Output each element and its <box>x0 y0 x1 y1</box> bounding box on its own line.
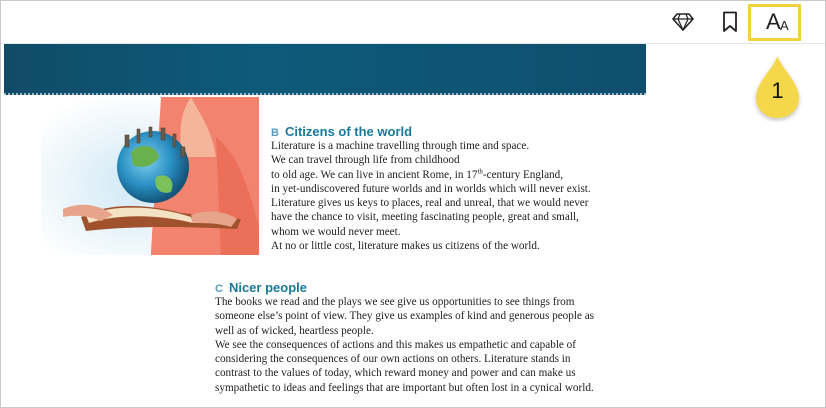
callout-number: 1 <box>771 78 784 103</box>
section-c-line: The books we read and the plays we see give us opportunities to see things from <box>215 296 575 308</box>
section-b-line: We can travel through life from childhood <box>271 154 460 167</box>
section-c-line: We see the consequences of actions and this makes us empathetic and capable of <box>215 338 577 351</box>
illustration-globe-book <box>41 97 259 255</box>
premium-button[interactable] <box>669 9 697 35</box>
section-b <box>271 124 591 253</box>
section-b-line: At no or little cost, literature makes us citizens of the world. <box>271 240 540 253</box>
bookmark-button[interactable] <box>716 9 744 35</box>
section-c-line: well as of wicked, heartless people. <box>215 324 374 337</box>
section-c-heading <box>215 280 594 295</box>
page-banner <box>4 44 646 95</box>
section-b-line: in yet-undiscovered future worlds and in worlds which will never exist. <box>271 182 591 195</box>
section-b-line: Literature gives us keys to places, real and unreal, that we would never <box>271 197 589 210</box>
text-size-icon: A <box>766 9 781 34</box>
section-c-line: sympathetic to ideas and feelings that are important but often lost in a cynical world. <box>215 381 594 394</box>
section-c <box>215 280 594 395</box>
bookmark-icon <box>722 11 738 33</box>
section-b-line: Literature is a machine travelling through time and space. <box>271 140 530 152</box>
section-b-line: to old age. We can live in ancient Rome, in 17th-century England, <box>271 166 564 181</box>
section-b-line: whom we would never meet. <box>271 225 401 238</box>
banner-divider <box>4 93 646 95</box>
section-c-line: contrast to the values of today, which reward money and power and can make us <box>215 367 576 380</box>
section-b-title: Citizens of the world <box>284 124 413 139</box>
section-c-line: considering the consequences of our own actions on others. Literature stands in <box>215 353 571 366</box>
section-c-title: Nicer people <box>228 280 307 295</box>
text-size-icon-small: A <box>780 18 789 33</box>
section-b-letter: B <box>271 127 279 139</box>
section-c-letter: C <box>215 283 223 295</box>
section-c-line: someone else’s point of view. They give us examples of kind and generous people as <box>215 310 595 323</box>
diamond-icon <box>672 12 694 32</box>
section-b-heading <box>271 124 591 139</box>
section-b-line: have the chance to visit, meeting fascinating people, great and small, <box>271 211 579 224</box>
reader-toolbar <box>1 1 825 44</box>
